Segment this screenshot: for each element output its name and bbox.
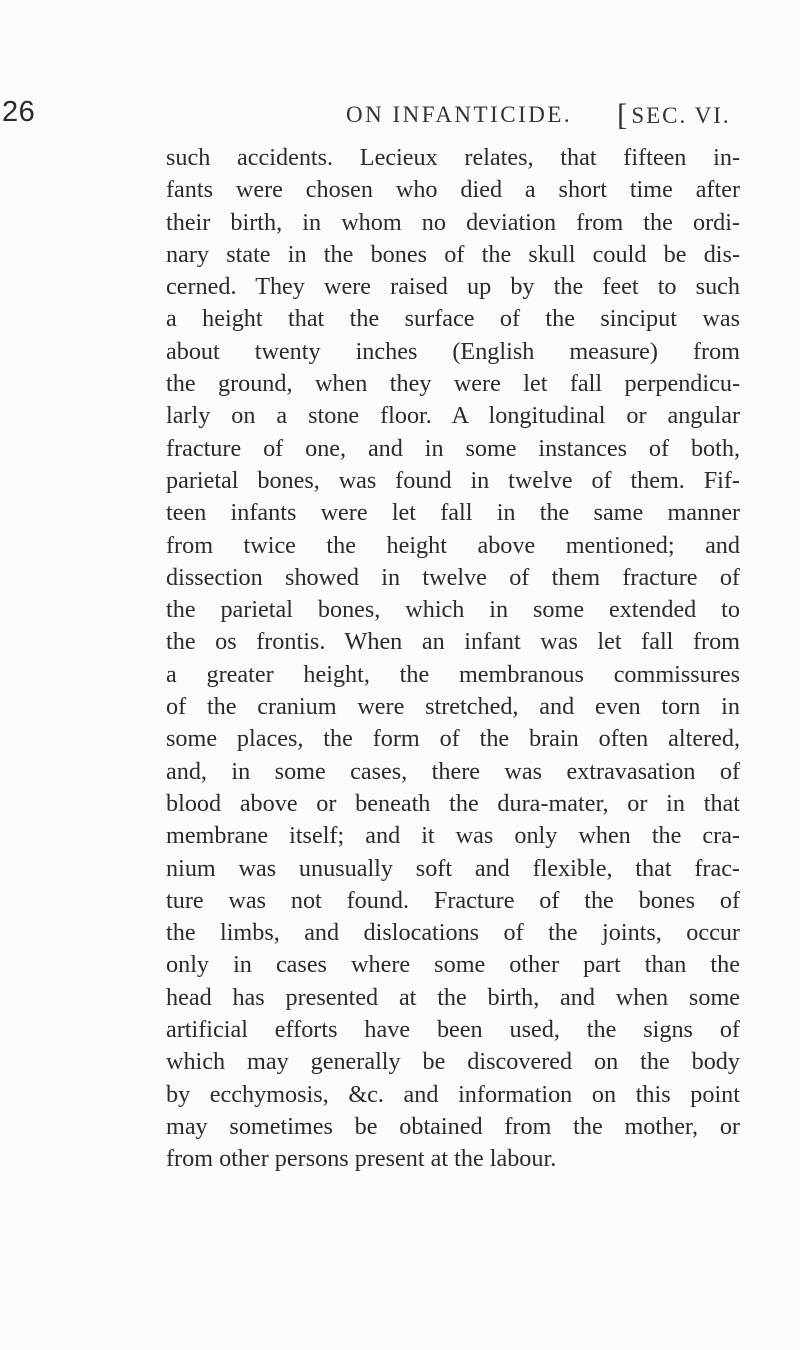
text-line: some places, the form of the brain often altered, [166,725,740,753]
text-line: nium was unusually soft and flexible, that frac- [166,854,740,882]
text-line: blood above or beneath the dura-mater, or in that [166,789,740,817]
text-line: may sometimes be obtained from the mother, or [166,1112,740,1140]
section-label: SEC. VI. [631,103,731,128]
text-line: ture was not found. Fracture of the bones of [166,886,740,914]
running-head [0,92,800,132]
text-line: about twenty inches (English measure) from [166,337,740,365]
text-line: the limbs, and dislocations of the joints, occur [166,919,740,947]
body-text [166,142,740,1176]
text-line: a height that the surface of the sinciput was [166,305,740,333]
text-line: by ecchymosis, &c. and information on this point [166,1080,740,1108]
text-line-last: from other persons present at the labour. [166,1145,557,1173]
text-line: teen infants were let fall in the same manner [166,499,740,527]
text-line: which may generally be discovered on the body [166,1048,740,1076]
text-line: only in cases where some other part than the [166,951,740,979]
page-number: 26 [2,96,36,128]
text-line: parietal bones, was found in twelve of them. Fif- [166,466,740,494]
text-line: their birth, in whom no deviation from the ordi- [166,208,740,236]
text-line: cerned. They were raised up by the feet to such [166,273,740,301]
text-line: larly on a stone floor. A longitudinal or angular [166,402,740,430]
text-line: artificial efforts have been used, the signs of [166,1016,740,1044]
text-line: and, in some cases, there was extravasation of [166,757,740,785]
text-line: fants were chosen who died a short time after [166,176,740,204]
text-line: such accidents. Lecieux relates, that fifteen in- [166,144,740,171]
text-line: a greater height, the membranous commissures [166,660,740,688]
text-line: of the cranium were stretched, and even torn in [166,693,740,721]
section-bracket: [ [617,97,630,132]
text-line: the ground, when they were let fall perpendicu- [166,370,740,398]
text-line: membrane itself; and it was only when the cra- [166,822,740,850]
text-line: the parietal bones, which in some extended to [166,596,740,624]
text-line: fracture of one, and in some instances of both, [166,434,740,462]
section-mark [617,95,731,136]
text-line: dissection showed in twelve of them fracture of [166,563,740,591]
text-line: the os frontis. When an infant was let fall from [166,628,740,656]
text-line: from twice the height above mentioned; and [166,531,740,559]
running-title: ON INFANTICIDE. [346,102,573,127]
text-line: nary state in the bones of the skull could be dis- [166,240,740,268]
text-line: head has presented at the birth, and when some [166,983,740,1011]
